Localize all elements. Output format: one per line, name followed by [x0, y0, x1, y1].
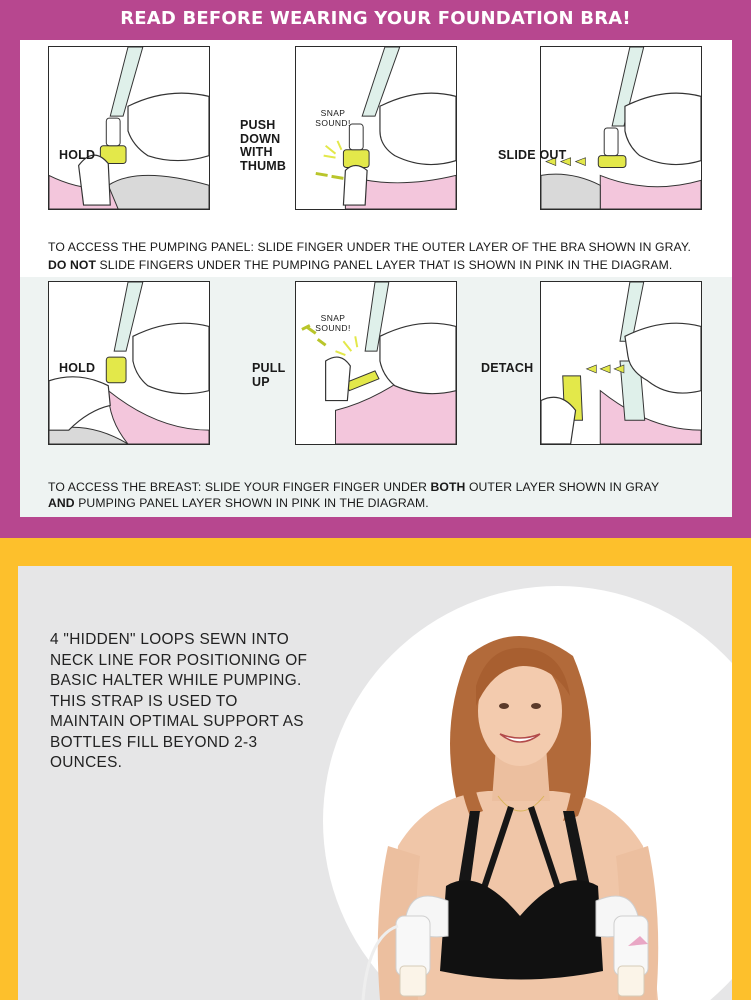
pumping-panel-instruction-line-2 — [48, 257, 672, 273]
step-label-slide-out: SLIDE OUT — [498, 148, 567, 162]
model-wearing-bra-photo — [358, 616, 678, 1000]
hidden-loops-note: 4 "HIDDEN" LOOPS SEWN INTO NECK LINE FOR POSITIONING OF BASIC HALTER WHILE PUMPING. THIS STRAP IS USED TO MAINTAIN OPTIMAL SUPPORT AS BOTTLES FILL BEYOND 2-3 OUNCES. — [50, 631, 308, 771]
breast-access-steps — [20, 277, 732, 517]
page-title: READ BEFORE WEARING YOUR FOUNDATION BRA! — [120, 8, 631, 29]
detach-illustration — [540, 281, 702, 445]
breast-instruction-end: OUTER LAYER SHOWN IN GRAY — [465, 480, 660, 494]
step-label-detach: DETACH — [481, 361, 534, 375]
do-not-emphasis: DO NOT — [48, 258, 96, 272]
and-emphasis: AND — [48, 496, 75, 510]
step-label-push-down: PUSH DOWN WITH THUMB — [240, 118, 287, 173]
hold-illustration — [48, 46, 210, 210]
step-label-hold: HOLD — [59, 148, 96, 162]
snap-sound-label: SNAP SOUND! — [315, 108, 351, 128]
pumping-panel-steps — [20, 40, 732, 277]
step-label-pull-up: PULL UP — [252, 361, 286, 389]
product-photo-section — [0, 538, 751, 1000]
slide-out-illustration — [540, 46, 702, 210]
breast-instruction-line-2 — [48, 495, 429, 511]
step-label-hold-2: HOLD — [59, 361, 96, 375]
breast-instruction-line-1 — [48, 479, 659, 495]
pumping-panel-instruction-line-1: TO ACCESS THE PUMPING PANEL: SLIDE FINGER UNDER THE OUTER LAYER OF THE BRA SHOWN IN GRAY. — [48, 240, 691, 254]
snap-sound-label-2: SNAP SOUND! — [315, 313, 351, 333]
breast-instruction-rest: PUMPING PANEL LAYER SHOWN IN PINK IN THE DIAGRAM. — [74, 496, 429, 510]
both-emphasis: BOTH — [430, 480, 466, 494]
breast-instruction-start: TO ACCESS THE BREAST: SLIDE YOUR FINGER FINGER UNDER — [48, 480, 431, 494]
pumping-panel-instruction-rest: SLIDE FINGERS UNDER THE PUMPING PANEL LAYER THAT IS SHOWN IN PINK IN THE DIAGRAM. — [96, 258, 673, 272]
pull-up-illustration — [295, 281, 457, 445]
push-down-illustration — [295, 46, 457, 210]
photo-panel — [18, 566, 732, 1000]
